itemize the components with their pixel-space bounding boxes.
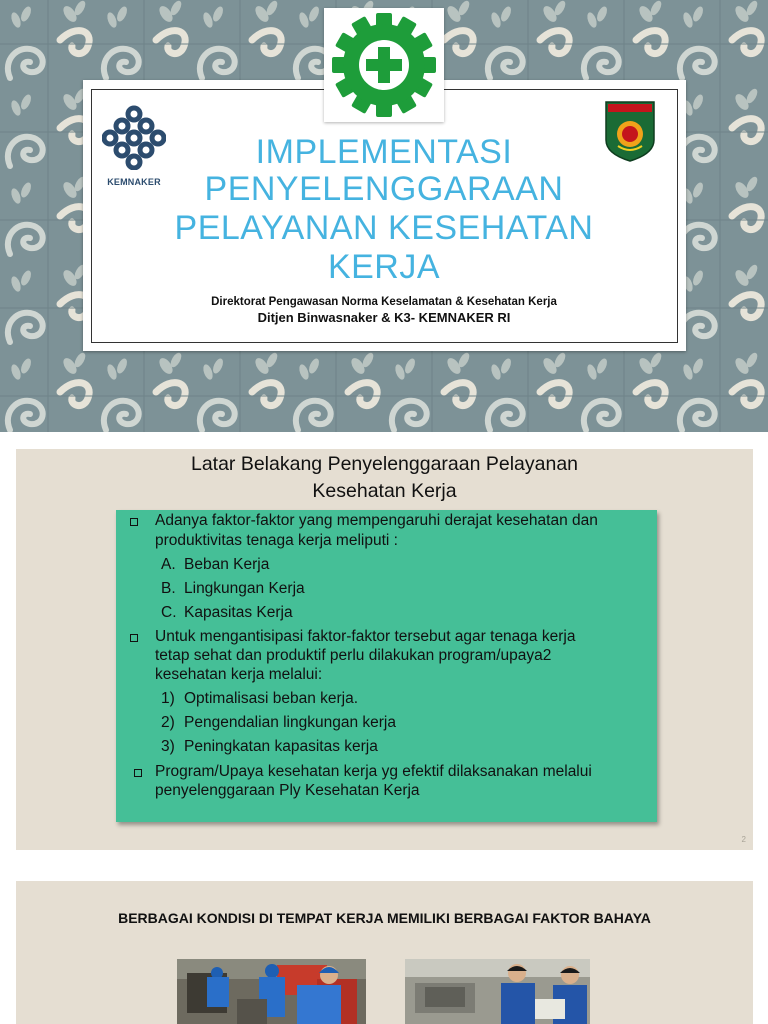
factor-a-text: Beban Kerja <box>184 556 270 573</box>
program-1-marker: 1) <box>161 690 175 707</box>
factor-b-text: Lingkungan Kerja <box>184 580 305 597</box>
title-line-2: PENYELENGGARAAN <box>204 170 564 208</box>
program-2-marker: 2) <box>161 714 175 731</box>
slide3-heading: BERBAGAI KONDISI DI TEMPAT KERJA MEMILIKI BERBAGAI FAKTOR BAHAYA <box>118 910 651 926</box>
slide2-title-line-1: Latar Belakang Penyelenggaraan Pelayanan <box>190 453 579 475</box>
kemnaker-logo-label: KEMNAKER <box>107 177 161 187</box>
title-line-1: IMPLEMENTASI <box>255 133 513 171</box>
hazards-slide <box>16 881 753 1024</box>
subtitle-directorate: Direktorat Pengawasan Norma Keselamatan & Kesehatan Kerja <box>211 296 557 308</box>
program-3-text: Peningkatan kapasitas kerja <box>184 738 378 755</box>
checkbox-bullet-icon <box>130 518 138 526</box>
slide2-title-line-2: Kesehatan Kerja <box>312 480 457 502</box>
checkbox-bullet-icon <box>134 769 142 777</box>
title-line-4: KERJA <box>327 248 441 286</box>
bullet1-line-1: Adanya faktor-faktor yang mempengaruhi derajat kesehatan dan <box>155 512 598 529</box>
factory-workers-photo-left <box>177 959 366 1024</box>
program-2-text: Pengendalian lingkungan kerja <box>184 714 396 731</box>
title-line-3: PELAYANAN KESEHATAN <box>174 209 594 247</box>
factor-b-marker: B. <box>161 580 176 597</box>
title-slide <box>0 0 768 432</box>
bullet1-line-2: produktivitas tenaga kerja meliputi : <box>155 532 398 549</box>
page-number: 2 <box>741 835 746 844</box>
factor-c-marker: C. <box>161 604 177 621</box>
program-1-text: Optimalisasi beban kerja. <box>184 690 359 707</box>
bullet2-line-1: Untuk mengantisipasi faktor-faktor tersebut agar tenaga kerja <box>155 628 576 645</box>
program-3-marker: 3) <box>161 738 175 755</box>
k3-gear-icon <box>324 8 444 122</box>
bullet2-line-3: kesehatan kerja melalui: <box>155 666 323 683</box>
background-slide <box>16 449 753 850</box>
content-box <box>116 510 657 822</box>
bullet3-line-1: Program/Upaya kesehatan kerja yg efektif dilaksanakan melalui <box>155 763 592 780</box>
factor-c-text: Kapasitas Kerja <box>184 604 293 621</box>
subtitle-ditjen: Ditjen Binwasnaker & K3- KEMNAKER RI <box>257 310 511 325</box>
factor-a-marker: A. <box>161 556 176 573</box>
bullet2-line-2: tetap sehat dan produktif perlu dilakukan program/upaya2 <box>155 647 552 664</box>
checkbox-bullet-icon <box>130 634 138 642</box>
k3-gear-logo <box>324 8 444 122</box>
bullet3-line-2: penyelenggaraan Ply Kesehatan Kerja <box>155 782 420 799</box>
factory-workers-photo-right <box>405 959 590 1024</box>
